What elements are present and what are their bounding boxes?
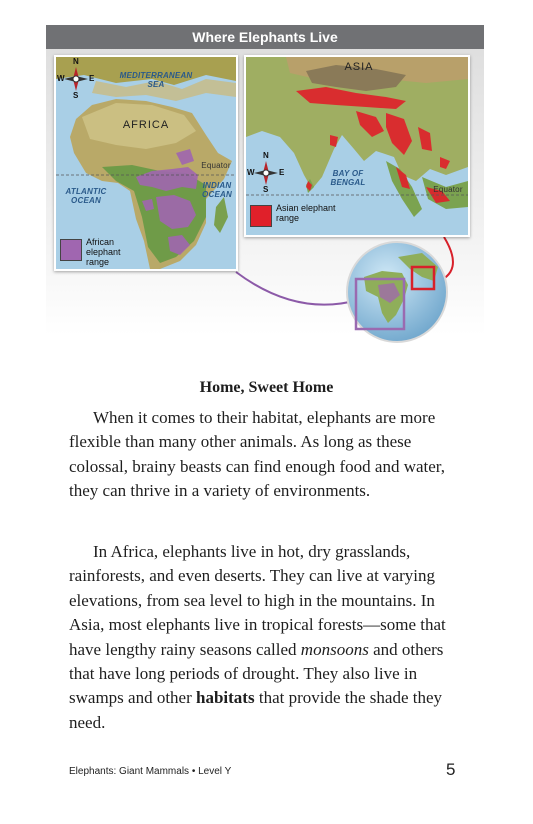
term-monsoons: monsoons <box>300 639 369 659</box>
asia-map <box>244 55 470 237</box>
label-equator-asia: Equator <box>433 185 463 194</box>
compass-w: W <box>247 168 255 177</box>
label-mediterranean-sea: MEDITERRANEAN SEA <box>119 71 193 89</box>
figure-title: Where Elephants Live <box>46 25 484 49</box>
glossary-term-habitats[interactable]: habitats <box>196 688 255 708</box>
compass-s: S <box>73 91 79 100</box>
elephant-range-map-figure <box>46 25 484 335</box>
label-bay-of-bengal: BAY OF BENGAL <box>330 169 366 187</box>
paragraph-2-part-c: that provide the shade they need. <box>69 688 443 732</box>
compass-s: S <box>263 185 269 194</box>
compass-n: N <box>73 57 79 66</box>
paragraph-1: When it comes to their habitat, elephants are more flexible than many other animals. As long as these colossal, brainy beasts can find enough food and water, they can thrive in a variety of environments. <box>69 408 446 501</box>
compass-w: W <box>57 74 65 83</box>
footer-book-title: Elephants: Giant Mammals • Level Y <box>69 766 232 777</box>
africa-map <box>54 55 238 271</box>
page-number: 5 <box>446 760 456 779</box>
asia-legend <box>250 203 340 233</box>
section-heading: Home, Sweet Home <box>199 379 334 396</box>
label-equator-africa: Equator <box>201 161 231 170</box>
africa-legend <box>60 237 150 267</box>
asia-legend-swatch <box>250 205 272 227</box>
africa-compass <box>58 59 94 103</box>
label-indian-ocean: INDIAN OCEAN <box>202 181 232 199</box>
paragraph-2-part-a: In Africa, elephants live in hot, dry grasslands, rainforests, and even deserts. They can live at varying elevations, from sea level to high in the mountains. In Asia, most elephants live in tropical forests—some that have lengthy rainy seasons called <box>69 542 446 659</box>
compass-e: E <box>279 168 285 177</box>
asia-legend-label: Asian elephant range <box>276 203 336 223</box>
globe-locator <box>342 237 452 347</box>
africa-legend-label: African elephant range <box>86 237 121 267</box>
label-atlantic-ocean: ATLANTIC OCEAN <box>65 187 107 205</box>
label-africa: AFRICA <box>122 119 170 131</box>
asia-compass <box>248 153 284 197</box>
africa-legend-swatch <box>60 239 82 261</box>
compass-e: E <box>89 74 95 83</box>
paragraph-2-part-b: and others that have long periods of drought. They also live in swamps and other <box>69 639 444 708</box>
label-asia: ASIA <box>344 61 374 73</box>
compass-n: N <box>263 151 269 160</box>
paragraph-2 <box>69 540 469 735</box>
